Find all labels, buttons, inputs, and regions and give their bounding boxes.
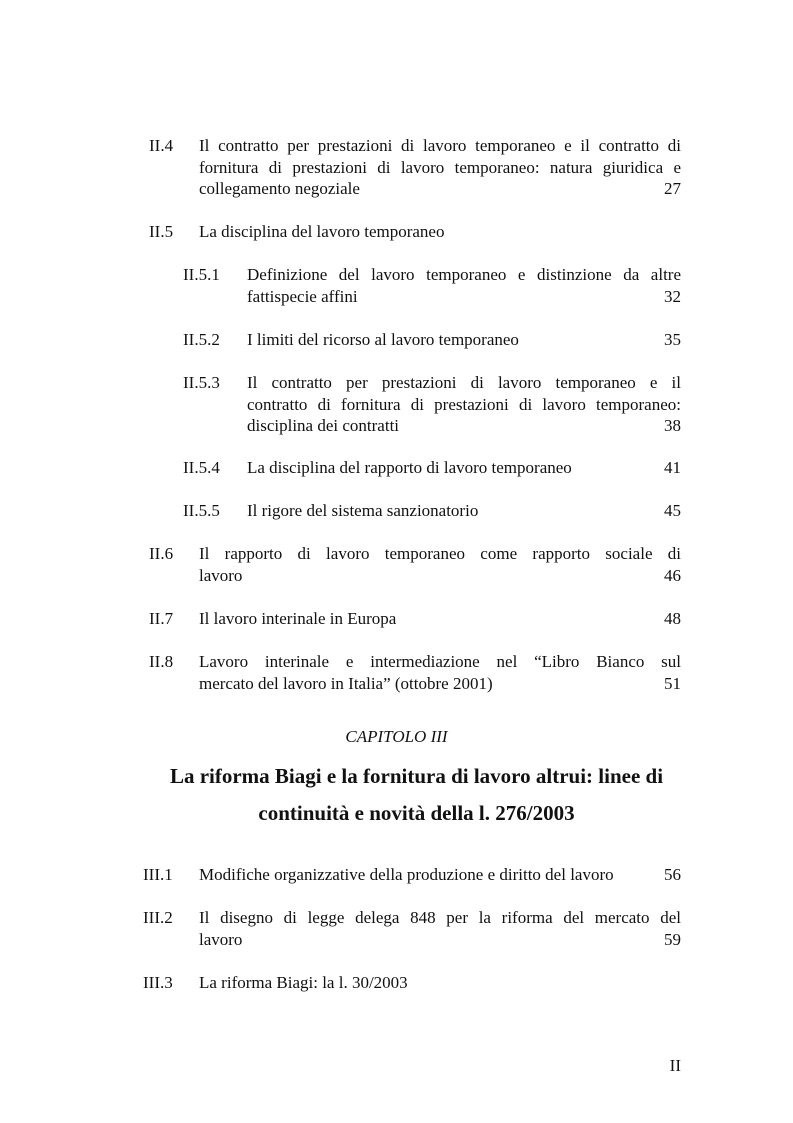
- toc-entry-title-line: La disciplina del rapporto di lavoro temporaneo: [247, 458, 572, 477]
- toc-entry-number: II.5.3: [183, 373, 220, 392]
- toc-entry-page: 56: [664, 865, 681, 884]
- toc-entry-title-line: La disciplina del lavoro temporaneo: [199, 222, 445, 241]
- toc-entry-title-line: Definizione del lavoro temporaneo e distinzione da altre: [247, 265, 681, 284]
- toc-entry-title-line: Modifiche organizzative della produzione e diritto del lavoro: [199, 865, 614, 884]
- toc-entry-title-line: Lavoro interinale e intermediazione nel “Libro Bianco sul: [199, 652, 681, 671]
- toc-entry-title-line: Il disegno di legge delega 848 per la riforma del mercato del: [199, 908, 681, 927]
- toc-entry-title-line: fattispecie affini: [247, 286, 358, 306]
- toc-entry-page: 48: [664, 609, 681, 628]
- toc-entry-number: II.4: [149, 136, 174, 155]
- toc-entry-title-line: lavoro: [199, 565, 243, 585]
- toc-entry-page: 32: [664, 286, 681, 306]
- toc-entry-number: II.7: [149, 609, 174, 628]
- toc-entry-page: 46: [664, 565, 681, 585]
- toc-entry-number: III.3: [143, 973, 173, 992]
- toc-entry-page: 59: [664, 929, 681, 949]
- toc-entry-number: II.5.5: [183, 501, 220, 520]
- chapter-title: [0, 758, 793, 832]
- toc-entry-page: 38: [664, 416, 681, 435]
- toc-entry-page: 45: [664, 501, 681, 520]
- chapter-title-line: La riforma Biagi e la fornitura di lavoro altrui: linee di: [169, 764, 664, 788]
- toc-entry-title-line: mercato del lavoro in Italia” (ottobre 2001): [199, 673, 493, 693]
- toc-entry-title-line: contratto di fornitura di prestazioni di lavoro temporaneo:: [247, 394, 681, 414]
- page-number: II: [669, 1056, 681, 1075]
- toc-entry-number: III.1: [143, 865, 173, 884]
- toc-entry-number: II.8: [149, 652, 174, 671]
- toc-entry-title-line: La riforma Biagi: la l. 30/2003: [199, 973, 408, 992]
- toc-entry-page: 35: [664, 330, 681, 349]
- toc-entry-number: III.2: [143, 908, 173, 927]
- toc-entry-title-line: Il rapporto di lavoro temporaneo come rapporto sociale di: [199, 544, 681, 563]
- toc-entry-number: II.5.2: [183, 330, 220, 349]
- chapter-label: CAPITOLO III: [345, 727, 448, 746]
- toc-entry-title-line: I limiti del ricorso al lavoro temporaneo: [247, 330, 519, 349]
- toc-entry-title-line: fornitura di prestazioni di lavoro temporaneo: natura giuridica e: [199, 157, 681, 177]
- toc-entry-page: 27: [664, 179, 681, 198]
- toc-entry-title-line: lavoro: [199, 929, 243, 949]
- toc-entry-page: 41: [664, 458, 681, 477]
- toc-entry-title-line: Il lavoro interinale in Europa: [199, 609, 397, 628]
- toc-entry-number: II.5.4: [183, 458, 220, 477]
- toc-entry-title-line: Il contratto per prestazioni di lavoro temporaneo e il contratto di: [199, 136, 681, 155]
- toc-entry-title-line: disciplina dei contratti: [247, 416, 400, 435]
- toc-entry-title-line: Il contratto per prestazioni di lavoro temporaneo e il: [247, 373, 681, 392]
- toc-entry-title-line: collegamento negoziale: [199, 179, 360, 198]
- toc-entry-title-line: Il rigore del sistema sanzionatorio: [247, 501, 479, 520]
- toc-entry-number: II.5: [149, 222, 174, 241]
- toc-entry-page: 51: [664, 673, 681, 693]
- toc-entry-number: II.5.1: [183, 265, 220, 284]
- chapter-title-line: continuità e novità della l. 276/2003: [258, 801, 575, 825]
- toc-entry-number: II.6: [149, 544, 174, 563]
